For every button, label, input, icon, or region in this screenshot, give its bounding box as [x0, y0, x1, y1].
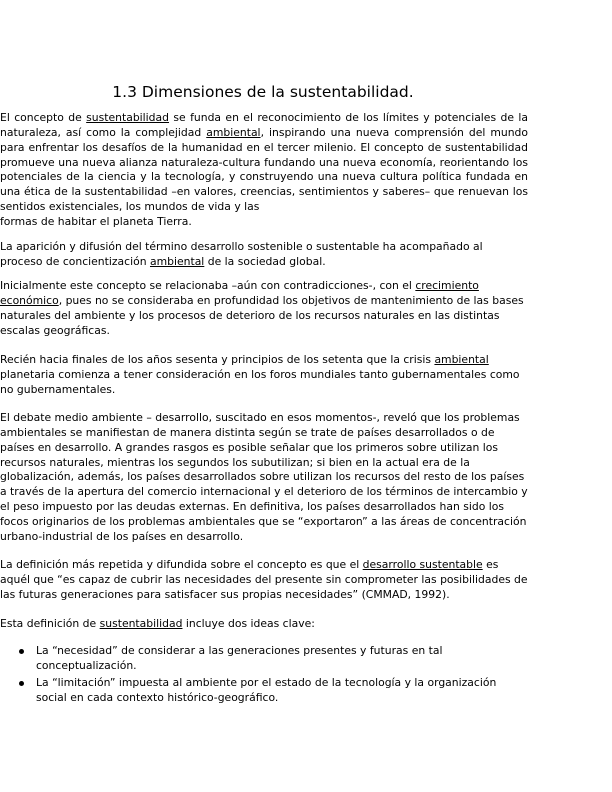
p7-text-b: incluye dos ideas clave:: [182, 617, 315, 630]
paragraph-2: [0, 240, 528, 270]
key-ideas-list: [0, 644, 528, 707]
p3-text-a: Inicialmente este concepto se relacionaba –aún con contradicciones-, con el: [0, 279, 416, 292]
paragraph-4: [0, 353, 528, 398]
link-crecimiento-economico[interactable]: crecimiento económico: [0, 279, 479, 307]
p7-text-a: Esta definición de: [0, 617, 100, 630]
paragraph-6: [0, 558, 528, 603]
link-sustentabilidad[interactable]: sustentabilidad: [99, 617, 183, 630]
p1-text-a: El concepto de: [0, 111, 87, 124]
bullet-icon: [19, 649, 24, 654]
p2-text-a: La aparición y difusión del término desarrollo sostenible o sustentable ha acompañado al proceso de concientización: [0, 240, 483, 268]
link-desarrollo-sustentable[interactable]: desarrollo sustentable: [362, 558, 483, 571]
list-item: [0, 676, 528, 706]
p1-last-line: formas de habitar el planeta Tierra.: [0, 214, 192, 228]
p3-text-b: , pues no se consideraba en profundidad los objetivos de mantenimiento de las bases naturales del ambiente y los procesos de deterioro de los recursos naturales en las distintas escalas geográficas.: [0, 293, 524, 337]
list-item-text: La “necesidad” de considerar a las generaciones presentes y futuras en tal conceptualización.: [36, 644, 443, 672]
bullet-icon: [19, 681, 24, 686]
paragraph-5: El debate medio ambiente – desarrollo, suscitado en esos momentos-, reveló que los problemas ambientales se manifiestan de manera distinta según se trate de países desarrollados o de países en desarrollo. A grandes rasgos es posible señalar que los primeros sobre utilizan los recursos naturales, mientras los segundos los subutilizan; si bien en la actual era de la globalización, además, los países desarrollados sobre utilizan los recursos del resto de los países a través de la apertura del comercio internacional y el deterioro de los términos de intercambio y el peso impuesto por las deudas externas. En definitiva, los países desarrollados han sido los focos originarios de los problemas ambientales que se “exportaron” a las áreas de concentración urbano-industrial de los países en desarrollo.: [0, 411, 528, 543]
section-heading: 1.3 Dimensiones de la sustentabilidad.: [112, 83, 414, 101]
link-ambiental[interactable]: ambiental: [206, 125, 261, 139]
p4-text-a: Recién hacia finales de los años sesenta y principios de los setenta que la crisis: [0, 353, 435, 366]
paragraph-7: [0, 617, 528, 632]
list-item: [0, 644, 528, 674]
paragraph-3: [0, 279, 528, 338]
paragraph-1: [0, 111, 528, 230]
p1-text-c: , inspirando una nueva comprensión del mundo para enfrentar los desafíos de la humanidad en el tercer milenio. El concepto de sustentabilidad promueve una nueva alianza naturaleza-cultura fundando una nueva economía, reorientando los potenciales de la ciencia y la tecnología, y construyendo una nueva cultura política fundada en una ética de la sustentabilidad –en valores, creencias, sentimientos y saberes– que renuevan los sentidos existenciales, los mundos de vida y las: [0, 125, 528, 214]
p6-text-a: La definición más repetida y difundida sobre el concepto es que el: [0, 558, 363, 571]
link-ambiental[interactable]: ambiental: [149, 254, 205, 268]
p2-text-b: de la sociedad global.: [204, 254, 326, 268]
p1-text-b: se funda en el reconocimiento de los límites y potenciales de la naturaleza, así como la complejidad: [0, 111, 528, 139]
link-sustentabilidad[interactable]: sustentabilidad: [86, 111, 170, 124]
list-item-text: La “limitación” impuesta al ambiente por el estado de la tecnología y la organización social en cada contexto histórico-geográfico.: [36, 675, 497, 704]
p4-text-b: planetaria comienza a tener consideración en los foros mundiales tanto gubernamentales como no gubernamentales.: [0, 367, 520, 396]
p6-text-b: es aquél que “es capaz de cubrir las necesidades del presente sin comprometer las posibilidades de las futuras generaciones para satisfacer sus propias necesidades” (CMMAD, 1992).: [0, 558, 528, 601]
link-ambiental[interactable]: ambiental: [434, 353, 489, 366]
